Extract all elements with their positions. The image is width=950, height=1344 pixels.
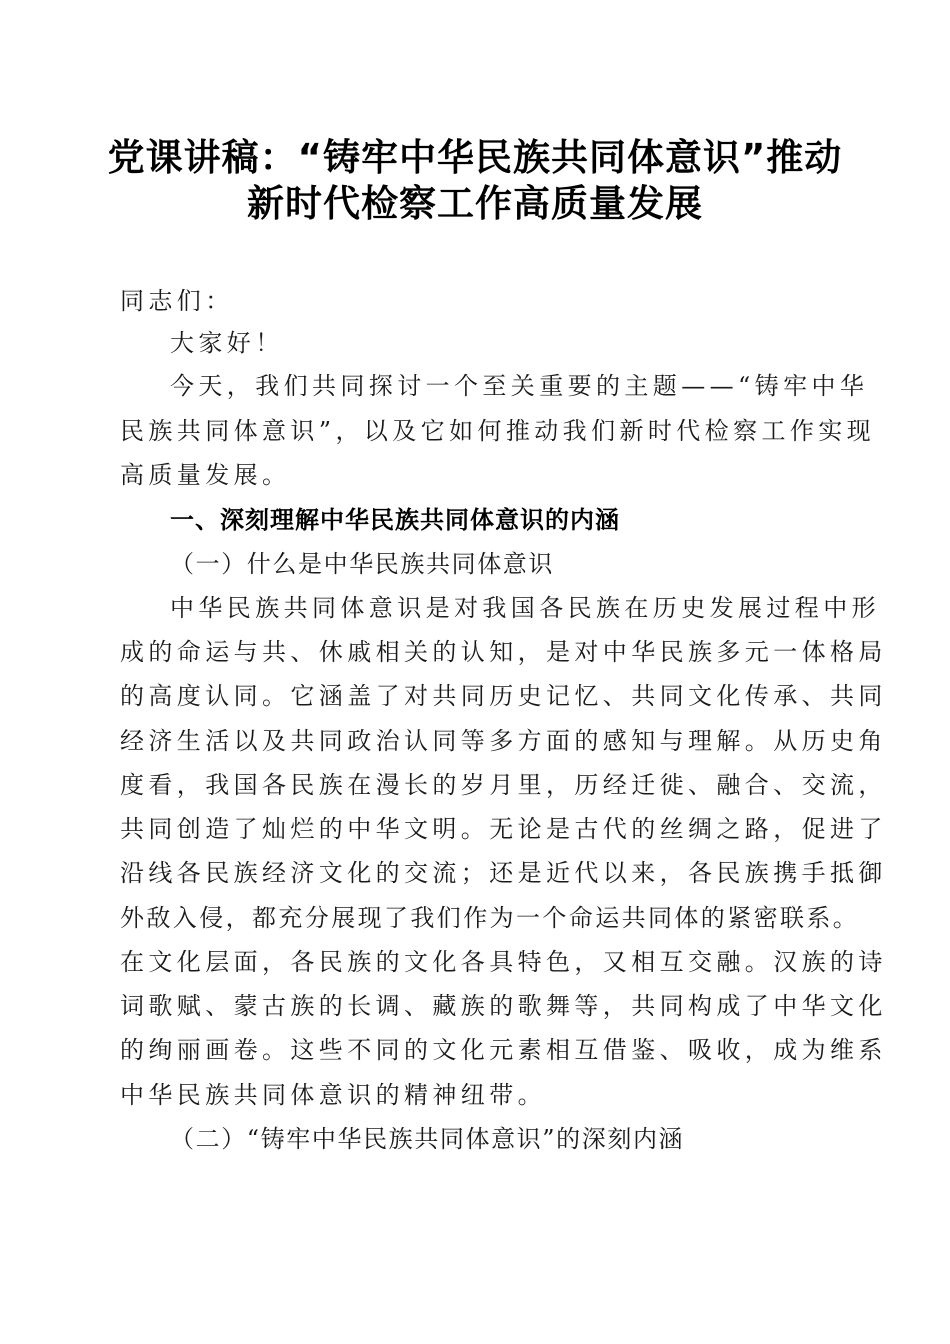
subsection-heading: （二）“铸牢中华民族共同体意识”的深刻内涵 (170, 1125, 685, 1153)
paragraph-line: 成的命运与共、休戚相关的认知，是对中华民族多元一体格局 (120, 638, 887, 666)
salutation: 同志们： (120, 287, 234, 315)
intro-line: 今天，我们共同探讨一个至关重要的主题——“铸牢中华 (170, 372, 869, 400)
paragraph-line: 在文化层面，各民族的文化各具特色，又相互交融。汉族的诗 (120, 948, 887, 976)
paragraph-line: 沿线各民族经济文化的交流；还是近代以来，各民族携手抵御 (120, 859, 887, 887)
paragraph-line: 的高度认同。它涵盖了对共同历史记忆、共同文化传承、共同 (120, 682, 887, 710)
paragraph-line: 度看，我国各民族在漫长的岁月里，历经迁徙、融合、交流， (120, 771, 887, 799)
document-title-line-1: 党课讲稿：“铸牢中华民族共同体意识”推动 (107, 136, 843, 179)
paragraph-line: 中华民族共同体意识是对我国各民族在历史发展过程中形 (170, 594, 880, 622)
document-title-line-2: 新时代检察工作高质量发展 (247, 182, 703, 225)
paragraph-line: 经济生活以及共同政治认同等多方面的感知与理解。从历史角 (120, 727, 887, 755)
intro-line: 高质量发展。 (120, 461, 291, 489)
paragraph-line: 词歌赋、蒙古族的长调、藏族的歌舞等，共同构成了中华文化 (120, 992, 887, 1020)
paragraph-line: 共同创造了灿烂的中华文明。无论是古代的丝绸之路，促进了 (120, 815, 887, 843)
paragraph-line: 外敌入侵，都充分展现了我们作为一个命运共同体的紧密联系。 (120, 904, 860, 932)
greeting: 大家好！ (170, 329, 284, 357)
section-heading: 一、深刻理解中华民族共同体意识的内涵 (170, 506, 620, 534)
paragraph-line: 的绚丽画卷。这些不同的文化元素相互借鉴、吸收，成为维系 (120, 1036, 887, 1064)
paragraph-line: 中华民族共同体意识的精神纽带。 (120, 1081, 546, 1109)
intro-line: 民族共同体意识”，以及它如何推动我们新时代检察工作实现 (120, 417, 876, 445)
subsection-heading: （一）什么是中华民族共同体意识 (170, 550, 554, 578)
